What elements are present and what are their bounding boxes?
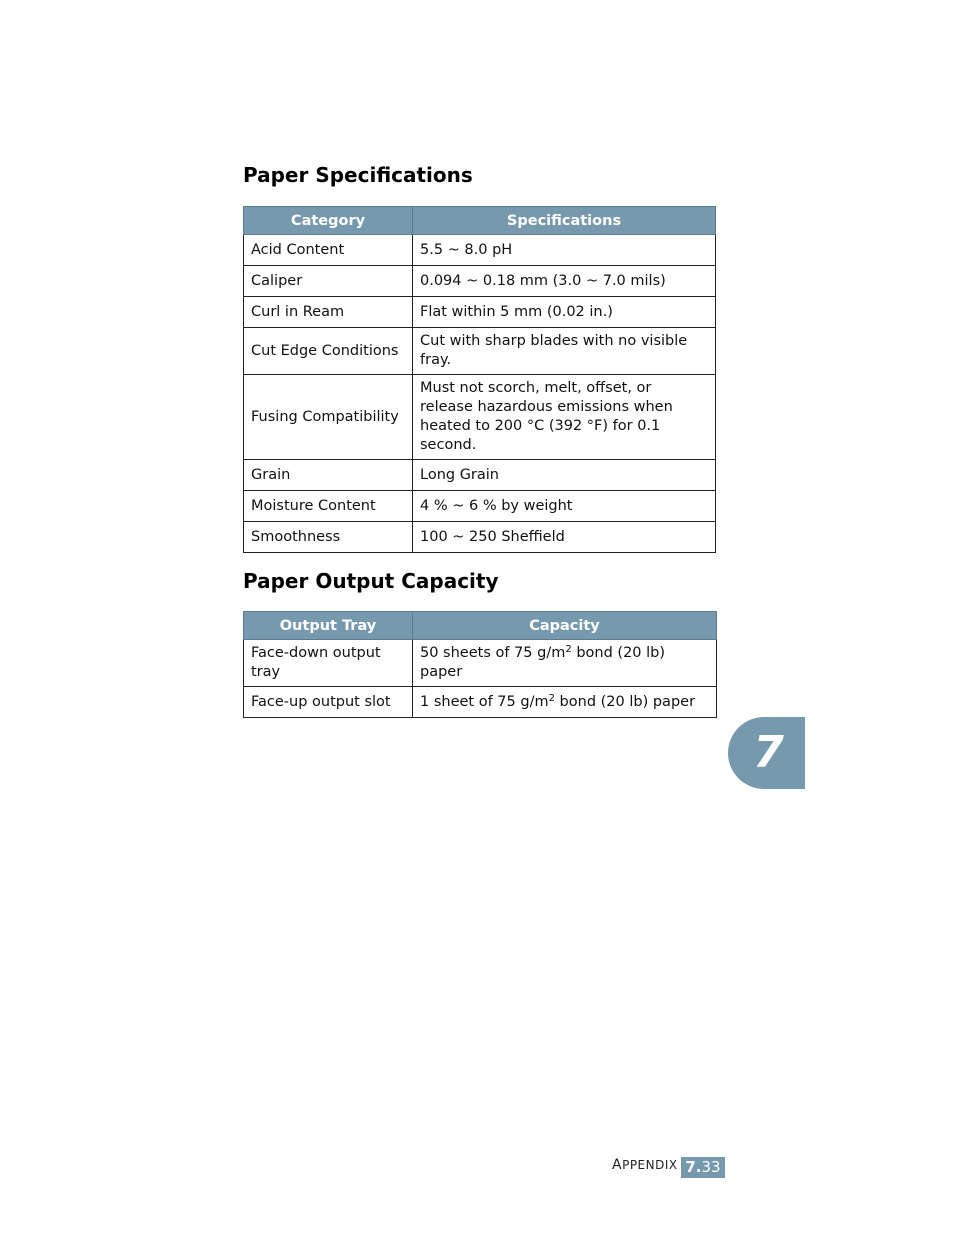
table-row [244,460,716,491]
page-number [681,1157,725,1178]
footer-label-rest: PPENDIX [622,1158,678,1172]
specification-cell: Must not scorch, melt, offset, or release hazardous emissions when heated to 200 °C (392 °F) for 0.1 second. [413,375,716,460]
capacity-text-rest: bond (20 lb) paper [420,645,666,680]
section-title-paper-output-capacity: Paper Output Capacity [243,569,499,593]
table-row [244,328,716,375]
footer-section-label [612,1157,678,1173]
specification-cell: 0.094 ~ 0.18 mm (3.0 ~ 7.0 mils) [413,266,716,297]
category-cell: Acid Content [244,235,413,266]
footer-label-initial: A [612,1157,623,1173]
output-tray-cell: Face-up output slot [244,687,413,718]
output-tray-cell: Face-down output tray [244,640,413,687]
capacity-text: 50 sheets of 75 g/m [420,645,566,661]
category-cell: Caliper [244,266,413,297]
specification-cell: Cut with sharp blades with no visible fray. [413,328,716,375]
table-row [244,640,717,687]
table-header-row [244,207,716,235]
column-header-category: Category [244,207,413,235]
table-row [244,235,716,266]
specification-cell: 5.5 ~ 8.0 pH [413,235,716,266]
paper-specifications-table [243,206,716,553]
specification-cell: 100 ~ 250 Sheffield [413,522,716,553]
capacity-text: 1 sheet of 75 g/m [420,693,549,710]
table-row [244,491,716,522]
category-cell: Cut Edge Conditions [244,328,413,375]
page-chapter: 7. [685,1158,702,1176]
chapter-tab: 7 [728,717,805,789]
page-number-value: 33 [701,1158,721,1176]
capacity-cell [413,640,717,687]
table-header-row [244,612,717,640]
superscript: 2 [548,692,555,704]
specification-cell: Long Grain [413,460,716,491]
table-row [244,522,716,553]
specification-cell: 4 % ~ 6 % by weight [413,491,716,522]
capacity-cell [413,687,717,718]
table-row [244,375,716,460]
category-cell: Grain [244,460,413,491]
category-cell: Curl in Ream [244,297,413,328]
table-row [244,687,717,718]
table-row [244,266,716,297]
column-header-specifications: Specifications [413,207,716,235]
paper-output-capacity-table [243,611,717,718]
table-row [244,297,716,328]
category-cell: Smoothness [244,522,413,553]
specification-cell: Flat within 5 mm (0.02 in.) [413,297,716,328]
category-cell: Moisture Content [244,491,413,522]
column-header-capacity: Capacity [413,612,717,640]
section-title-paper-specifications: Paper Specifications [243,163,473,187]
category-cell: Fusing Compatibility [244,375,413,460]
column-header-output-tray: Output Tray [244,612,413,640]
superscript: 2 [565,644,572,655]
capacity-text-rest: bond (20 lb) paper [554,693,696,710]
